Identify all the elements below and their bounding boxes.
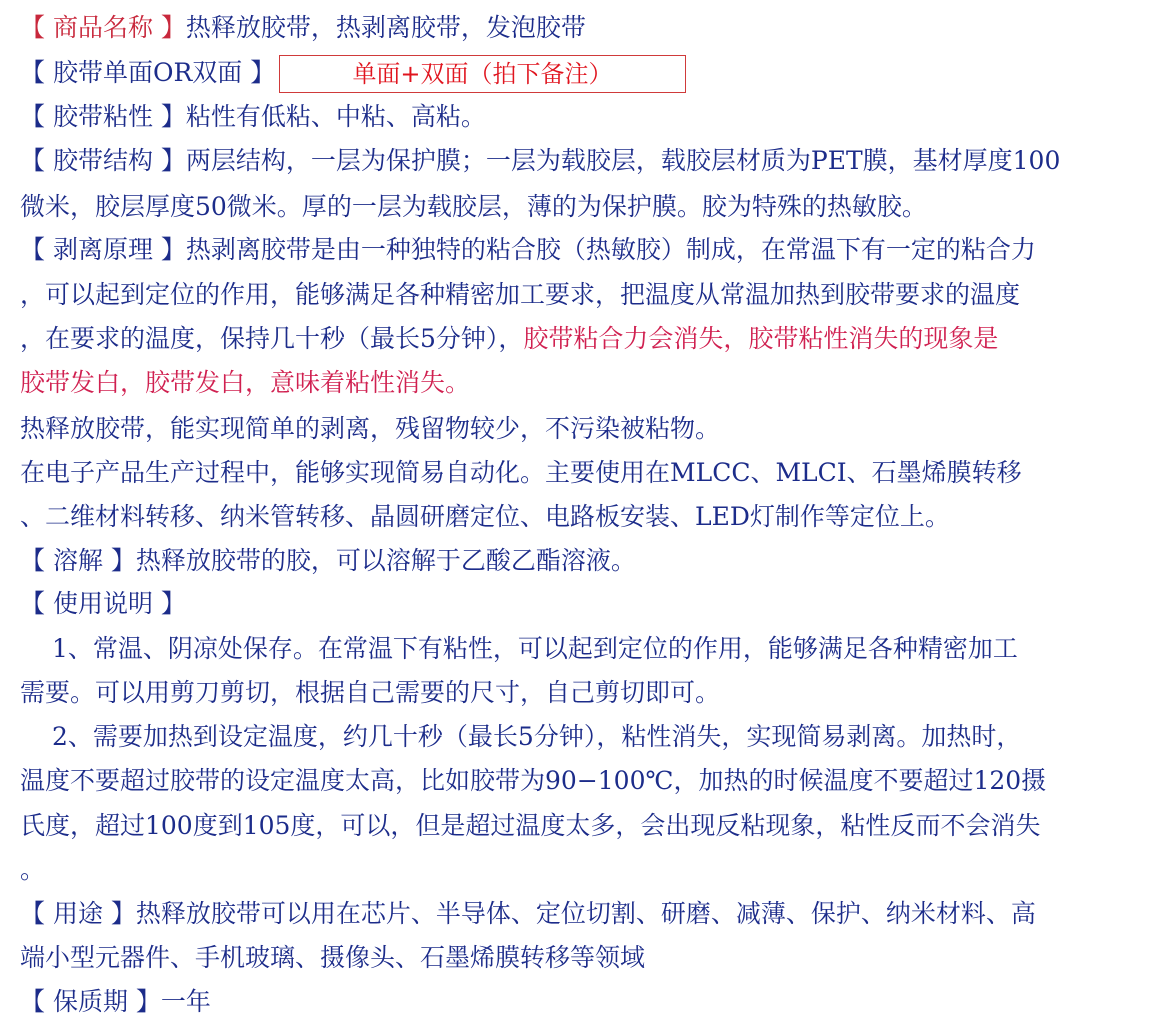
usage-item2-line1: 2、需要加热到设定温度，约几十秒（最长5分钟），粘性消失，实现简易剥离。加热时， xyxy=(52,722,1022,751)
principle-text-2: ，可以起到定位的作用，能够满足各种精密加工要求，把温度从常温加热到胶带要求的温度 xyxy=(20,280,1021,309)
shelf-life-value: 一年 xyxy=(160,987,211,1016)
structure-text-2: 微米，胶层厚度50微米。厚的一层为载胶层，薄的为保护膜。胶为特殊的热敏胶。 xyxy=(20,192,927,221)
adhesion-label: 【 胶带粘性 】 xyxy=(20,102,186,131)
principle-line-3 xyxy=(20,323,998,355)
purpose-label: 【 用途 】 xyxy=(20,899,136,928)
structure-label: 【 胶带结构 】 xyxy=(20,146,186,175)
product-name-label: 【 商品名称 】 xyxy=(20,13,186,42)
principle-text-1: 热剥离胶带是由一种独特的粘合胶（热敏胶）制成，在常温下有一定的粘合力 xyxy=(185,235,1036,264)
sides-box: 单面+双面（拍下备注） xyxy=(279,55,686,93)
product-name-value: 热释放胶带，热剥离胶带，发泡胶带 xyxy=(185,13,586,42)
shelf-life-label: 【 保质期 】 xyxy=(20,987,161,1016)
dissolve-value: 热释放胶带的胶，可以溶解于乙酸乙酯溶液。 xyxy=(135,546,636,575)
structure-line-1 xyxy=(20,145,1060,177)
usage-heading: 【 使用说明 】 xyxy=(20,589,186,618)
principle-line-1 xyxy=(20,234,1036,266)
intro-line-1: 热释放胶带，能实现简单的剥离，残留物较少，不污染被粘物。 xyxy=(20,414,721,443)
purpose-text-1: 热释放胶带可以用在芯片、半导体、定位切割、研磨、减薄、保护、纳米材料、高 xyxy=(135,899,1036,928)
purpose-text-2: 端小型元器件、手机玻璃、摄像头、石墨烯膜转移等领域 xyxy=(20,943,646,972)
adhesion-value: 粘性有低粘、中粘、高粘。 xyxy=(185,102,486,131)
principle-label: 【 剥离原理 】 xyxy=(20,235,186,264)
dissolve-label: 【 溶解 】 xyxy=(20,546,136,575)
intro-line-2: 在电子产品生产过程中，能够实现简易自动化。主要使用在MLCC、MLCI、石墨烯膜转移 xyxy=(20,458,1022,487)
usage-item2-line2: 温度不要超过胶带的设定温度太高，比如胶带为90−100℃，加热的时候温度不要超过120摄 xyxy=(20,766,1047,795)
adhesion-line xyxy=(20,101,486,133)
usage-item2-line4: 。 xyxy=(20,855,46,884)
sides-line xyxy=(20,57,275,89)
shelf-life-line xyxy=(20,986,211,1018)
structure-text-1: 两层结构，一层为保护膜；一层为载胶层，载胶层材质为PET膜，基材厚度100 xyxy=(185,146,1061,175)
principle-highlight-3: 胶带粘合力会消失，胶带粘性消失的现象是 xyxy=(523,324,999,353)
principle-highlight-4: 胶带发白，胶带发白，意味着粘性消失。 xyxy=(20,368,471,397)
usage-item2-line3: 氏度，超过100度到105度，可以，但是超过温度太多，会出现反粘现象，粘性反而不会消失 xyxy=(20,811,1041,840)
purpose-line-1 xyxy=(20,898,1036,930)
intro-line-3: 、二维材料转移、纳米管转移、晶圆研磨定位、电路板安装、LED灯制作等定位上。 xyxy=(20,502,950,531)
usage-item1-line2: 需要。可以用剪刀剪切，根据自己需要的尺寸，自己剪切即可。 xyxy=(20,678,721,707)
dissolve-line xyxy=(20,545,636,577)
principle-text-3: ，在要求的温度，保持几十秒（最长5分钟）， xyxy=(20,324,524,353)
product-name-line xyxy=(20,12,586,44)
sides-label: 【 胶带单面OR双面 】 xyxy=(20,58,276,87)
usage-item1-line1: 1、常温、阴凉处保存。在常温下有粘性，可以起到定位的作用，能够满足各种精密加工 xyxy=(52,634,1018,663)
